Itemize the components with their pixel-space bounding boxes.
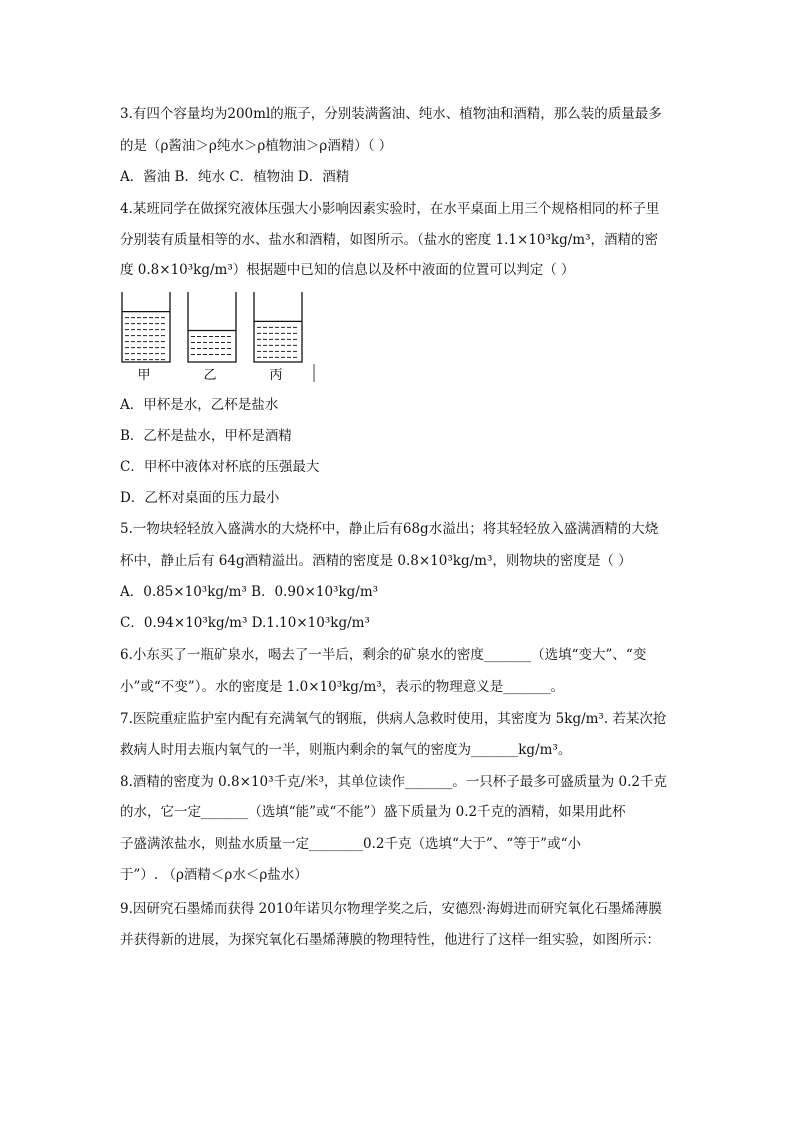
question-8-line-4: 于”）. （ρ酒精＜ρ水＜ρ盐水）: [120, 867, 308, 883]
question-5-options-cd: C．0.94×10³kg/m³ D.1.10×10³kg/m³: [120, 615, 370, 631]
cup-1: [122, 292, 170, 382]
question-6-line-1: 6.小东买了一瓶矿泉水，喝去了一半后，剩余的矿泉水的密度_______（选填“变大”、“变: [120, 647, 647, 663]
question-5-options-ab: A．0.85×10³kg/m³ B．0.90×10³kg/m³: [120, 584, 379, 600]
question-5-line-2: 杯中，静止后有 64g酒精溢出。酒精的密度是 0.8×10³kg/m³，则物块的密度是（ ）: [120, 553, 632, 569]
cup-2: [188, 292, 236, 382]
cup-outline: [188, 292, 236, 362]
question-8-line-3: 子盛满浓盐水，则盐水质量一定________0.2千克（选填“大于”、“等于”或“小: [120, 836, 581, 852]
three-cups-figure: [118, 290, 318, 382]
question-9-line-1: 9.因研究石墨烯而获得 2010年诺贝尔物理学奖之后，安德烈·海姆进而研究氧化石墨烯薄膜: [120, 901, 662, 917]
question-5-line-1: 5.一物块轻轻放入盛满水的大烧杯中，静止后有68g水溢出；将其轻轻放入盛满酒精的大烧: [120, 521, 659, 537]
cup-label: 乙: [203, 368, 217, 382]
question-4-option-c: C．甲杯中液体对杯底的压强最大: [120, 459, 320, 475]
question-4-option-d: D．乙杯对桌面的压力最小: [120, 490, 280, 506]
question-4-line-3: 度 0.8×10³kg/m³）根据题中已知的信息以及杯中液面的位置可以判定（ ）: [120, 262, 575, 278]
question-7-line-2: 救病人时用去瓶内氧气的一半，则瓶内剩余的氧气的密度为_______kg/m³。: [120, 742, 572, 758]
question-4-option-b: B．乙杯是盐水，甲杯是酒精: [120, 428, 292, 444]
cup-label: 甲: [137, 368, 151, 382]
question-4-line-2: 分别装有质量相等的水、盐水和酒精，如图所示。（盐水的密度 1.1×10³kg/m³，酒精的密: [120, 232, 658, 248]
question-3-line-1: 3.有四个容量均为200ml的瓶子，分别装满酱油、纯水、植物油和酒精，那么装的质量最多: [120, 106, 662, 122]
question-6-line-2: 小”或“不变”）。水的密度是 1.0×10³kg/m³，表示的物理意义是_______。: [120, 679, 564, 695]
question-3-line-2: 的是（ρ酱油＞ρ纯水＞ρ植物油＞ρ酒精）（ ）: [120, 138, 393, 154]
question-7-line-1: 7.医院重症监护室内配有充满氧气的钢瓶，供病人急救时使用，其密度为 5kg/m³. 若某次抢: [120, 711, 667, 727]
question-3-options: A．酱油 B．纯水 C．植物油 D．酒精: [120, 169, 350, 185]
question-4-line-1: 4.某班同学在做探究液体压强大小影响因素实验时，在水平桌面上用三个规格相同的杯子里: [120, 201, 660, 217]
question-8-line-2: 的水，它一定_______（选填“能”或“不能”）盛下质量为 0.2千克的酒精，如果用此杯: [120, 804, 626, 820]
cup-3: [254, 292, 302, 382]
cup-outline: [122, 292, 170, 362]
question-8-line-1: 8.酒精的密度为 0.8×10³千克/米³，其单位读作_______。一只杯子最多可盛质量为 0.2千克: [120, 774, 668, 790]
question-4-option-a: A．甲杯是水，乙杯是盐水: [120, 397, 279, 413]
cup-label: 丙: [269, 368, 283, 382]
question-9-line-2: 并获得新的进展，为探究氧化石墨烯薄膜的物理特性，他进行了这样一组实验，如图所示：: [120, 932, 660, 948]
